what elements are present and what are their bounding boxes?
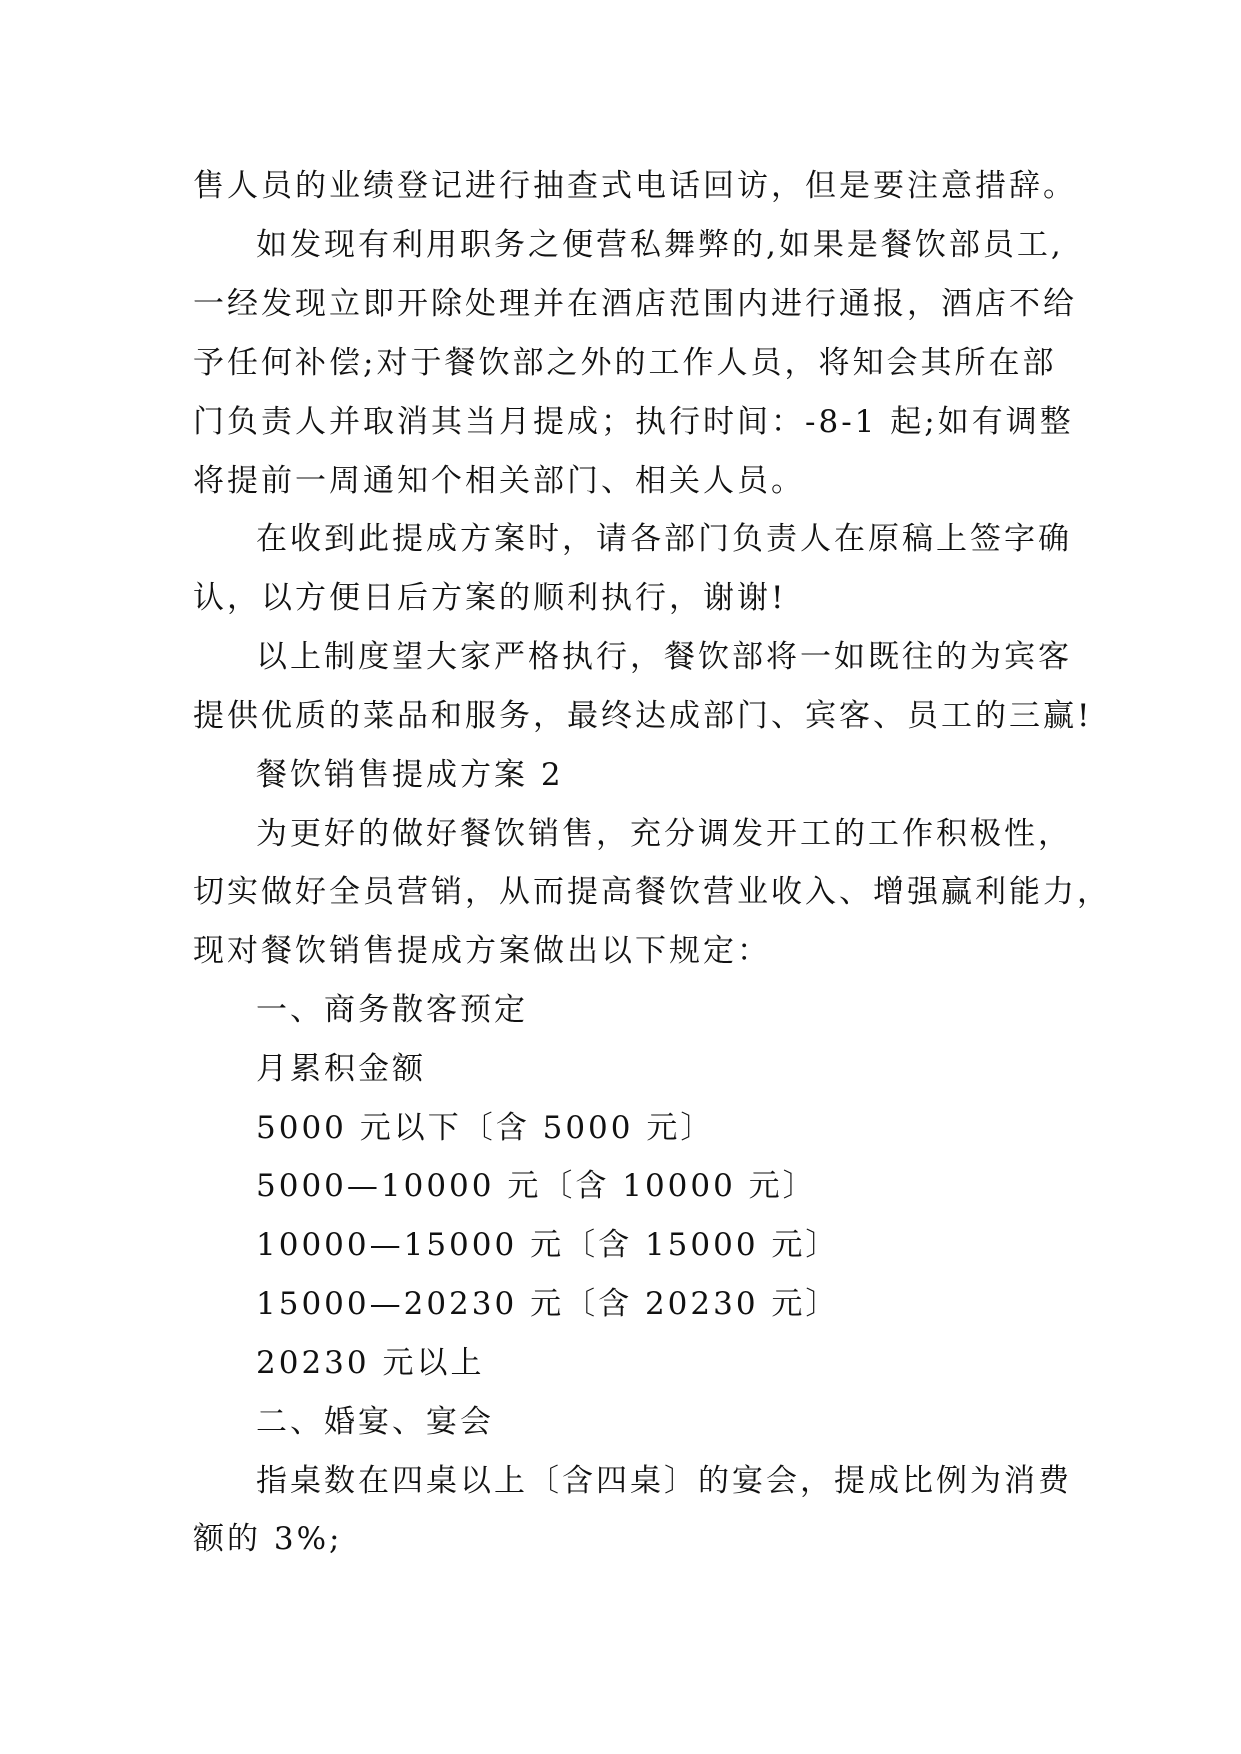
- label-monthly-amount: 月累积金额: [256, 1051, 426, 1087]
- amount-tier-2: 5000—10000 元〔含 10000 元〕: [256, 1168, 817, 1204]
- text-line-8: 认，以方便日后方案的顺利执行，谢谢!: [193, 580, 787, 616]
- text-line-9: 以上制度望大家严格执行，餐饮部将一如既往的为宾客: [256, 639, 1072, 675]
- section-title: 餐饮销售提成方案 2: [256, 757, 564, 793]
- text-line-24: 额的 3%;: [193, 1521, 343, 1557]
- text-line-1: 售人员的业绩登记进行抽查式电话回访，但是要注意措辞。: [193, 168, 1077, 204]
- text-line-5: 门负责人并取消其当月提成；执行时间：-8-1 起;如有调整: [193, 404, 1074, 440]
- text-line-14: 现对餐饮销售提成方案做出以下规定：: [193, 933, 771, 969]
- amount-tier-1: 5000 元以下〔含 5000 元〕: [256, 1110, 715, 1146]
- text-line-23: 指桌数在四桌以上〔含四桌〕的宴会，提成比例为消费: [256, 1463, 1072, 1499]
- text-line-12: 为更好的做好餐饮销售，充分调发开工的工作积极性，: [256, 816, 1072, 852]
- text-line-7: 在收到此提成方案时，请各部门负责人在原稿上签字确: [256, 521, 1072, 557]
- amount-tier-4: 15000—20230 元〔含 20230 元〕: [256, 1286, 840, 1322]
- text-line-2: 如发现有利用职务之便营私舞弊的,如果是餐饮部员工,: [256, 227, 1064, 263]
- heading-wedding-banquet: 二、婚宴、宴会: [256, 1404, 494, 1440]
- text-line-6: 将提前一周通知个相关部门、相关人员。: [193, 463, 805, 499]
- text-line-4: 予任何补偿;对于餐饮部之外的工作人员，将知会其所在部: [193, 345, 1057, 381]
- text-line-3: 一经发现立即开除处理并在酒店范围内进行通报，酒店不给: [193, 286, 1077, 322]
- heading-business-booking: 一、商务散客预定: [256, 992, 528, 1028]
- text-line-10: 提供优质的菜品和服务，最终达成部门、宾客、员工的三赢!: [193, 698, 1093, 734]
- amount-tier-5: 20230 元以上: [256, 1345, 485, 1381]
- amount-tier-3: 10000—15000 元〔含 15000 元〕: [256, 1227, 840, 1263]
- text-line-13: 切实做好全员营销，从而提高餐饮营业收入、增强赢利能力，: [193, 874, 1111, 910]
